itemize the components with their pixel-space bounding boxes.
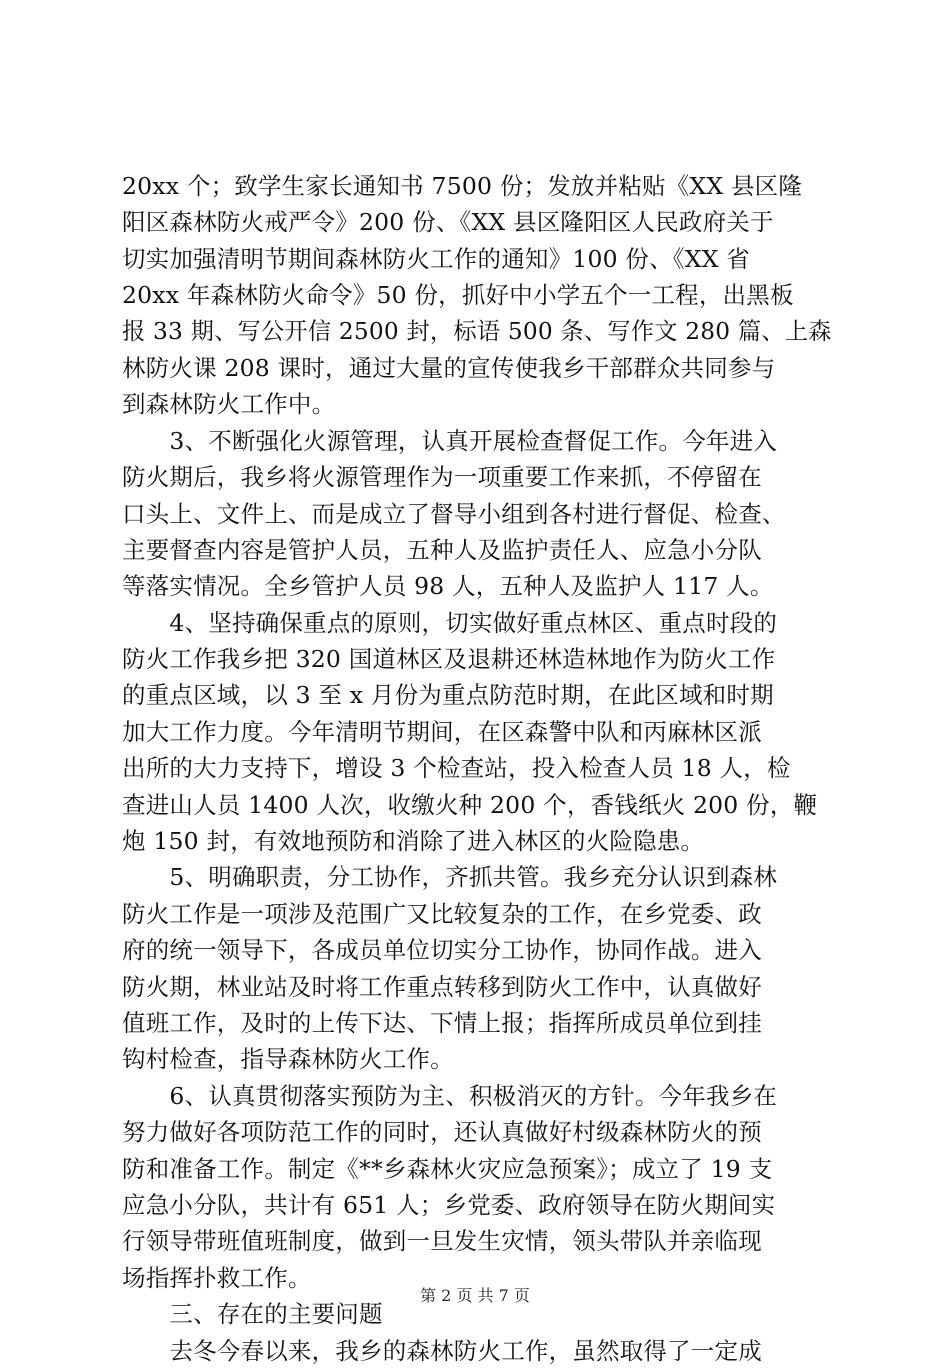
text-line: 口头上、文件上、而是成立了督导小组到各村进行督促、检查、 [122, 499, 786, 528]
text-line: 到森林防火工作中。 [122, 390, 336, 419]
section-heading: 三、存在的主要问题 [122, 1300, 383, 1329]
paragraph-4-heading-line: 4、坚持确保重点的原则，切实做好重点林区、重点时段的 [122, 608, 778, 637]
text-line: 出所的大力支持下，增设 3 个检查站，投入检查人员 18 人，检 [122, 754, 791, 783]
text-line: 场指挥扑救工作。 [122, 1263, 312, 1292]
page-number-footer: 第 2 页 共 7 页 [420, 1286, 530, 1305]
text-line: 20xx 年森林防火命令》50 份，抓好中小学五个一工程，出黑板 [122, 281, 794, 310]
text-line: 去冬今春以来，我乡的森林防火工作，虽然取得了一定成 [122, 1336, 762, 1365]
text-line: 钩村检查，指导森林防火工作。 [122, 1045, 454, 1074]
text-line: 主要督查内容是管护人员，五种人及监护责任人、应急小分队 [122, 535, 762, 564]
text-line: 防和准备工作。制定《**乡森林火灾应急预案》；成立了 19 支 [122, 1154, 773, 1183]
text-line: 值班工作，及时的上传下达、下情上报；指挥所成员单位到挂 [122, 1008, 762, 1037]
text-line: 防火工作我乡把 320 国道林区及退耕还林造林地作为防火工作 [122, 645, 776, 674]
paragraph-6-heading-line: 6、认真贯彻落实预防为主、积极消灭的方针。今年我乡在 [122, 1081, 778, 1110]
text-line: 阳区森林防火戒严令》200 份、《XX 县区隆阳区人民政府关于 [122, 208, 774, 237]
text-line: 20xx 个；致学生家长通知书 7500 份；发放并粘贴《XX 县区隆 [122, 172, 803, 200]
text-line: 查进山人员 1400 人次，收缴火种 200 个，香钱纸火 200 份，鞭 [122, 790, 818, 819]
text-line: 林防火课 208 课时，通过大量的宣传使我乡干部群众共同参与 [122, 353, 776, 382]
text-line: 切实加强清明节期间森林防火工作的通知》100 份、《XX 省 [122, 244, 751, 273]
document-body [122, 168, 834, 1369]
text-line: 的重点区域，以 3 至 x 月份为重点防范时期，在此区域和时期 [122, 681, 774, 710]
text-line: 应急小分队，共计有 651 人；乡党委、政府领导在防火期间实 [122, 1190, 776, 1219]
paragraph-3-heading-line: 3、不断强化火源管理，认真开展检查督促工作。今年进入 [122, 426, 778, 455]
text-line: 防火工作是一项涉及范围广又比较复杂的工作，在乡党委、政 [122, 899, 762, 928]
text-line: 加大工作力度。今年清明节期间，在区森警中队和丙麻林区派 [122, 717, 762, 746]
text-line: 等落实情况。全乡管护人员 98 人，五种人及监护人 117 人。 [122, 572, 774, 601]
text-line: 报 33 期、写公开信 2500 封，标语 500 条、写作文 280 篇、上森 [122, 317, 832, 345]
paragraph-5-heading-line: 5、明确职责，分工协作，齐抓共管。我乡充分认识到森林 [122, 863, 778, 892]
text-line: 行领导带班值班制度，做到一旦发生灾情，领头带队并亲临现 [122, 1227, 762, 1256]
text-line: 府的统一领导下，各成员单位切实分工协作，协同作战。进入 [122, 936, 762, 965]
text-line: 炮 150 封，有效地预防和消除了进入林区的火险隐患。 [122, 827, 705, 856]
text-line: 防火期，林业站及时将工作重点转移到防火工作中，认真做好 [122, 972, 762, 1001]
text-line: 努力做好各项防范工作的同时，还认真做好村级森林防火的预 [122, 1118, 762, 1147]
text-line: 防火期后，我乡将火源管理作为一项重要工作来抓，不停留在 [122, 463, 762, 492]
